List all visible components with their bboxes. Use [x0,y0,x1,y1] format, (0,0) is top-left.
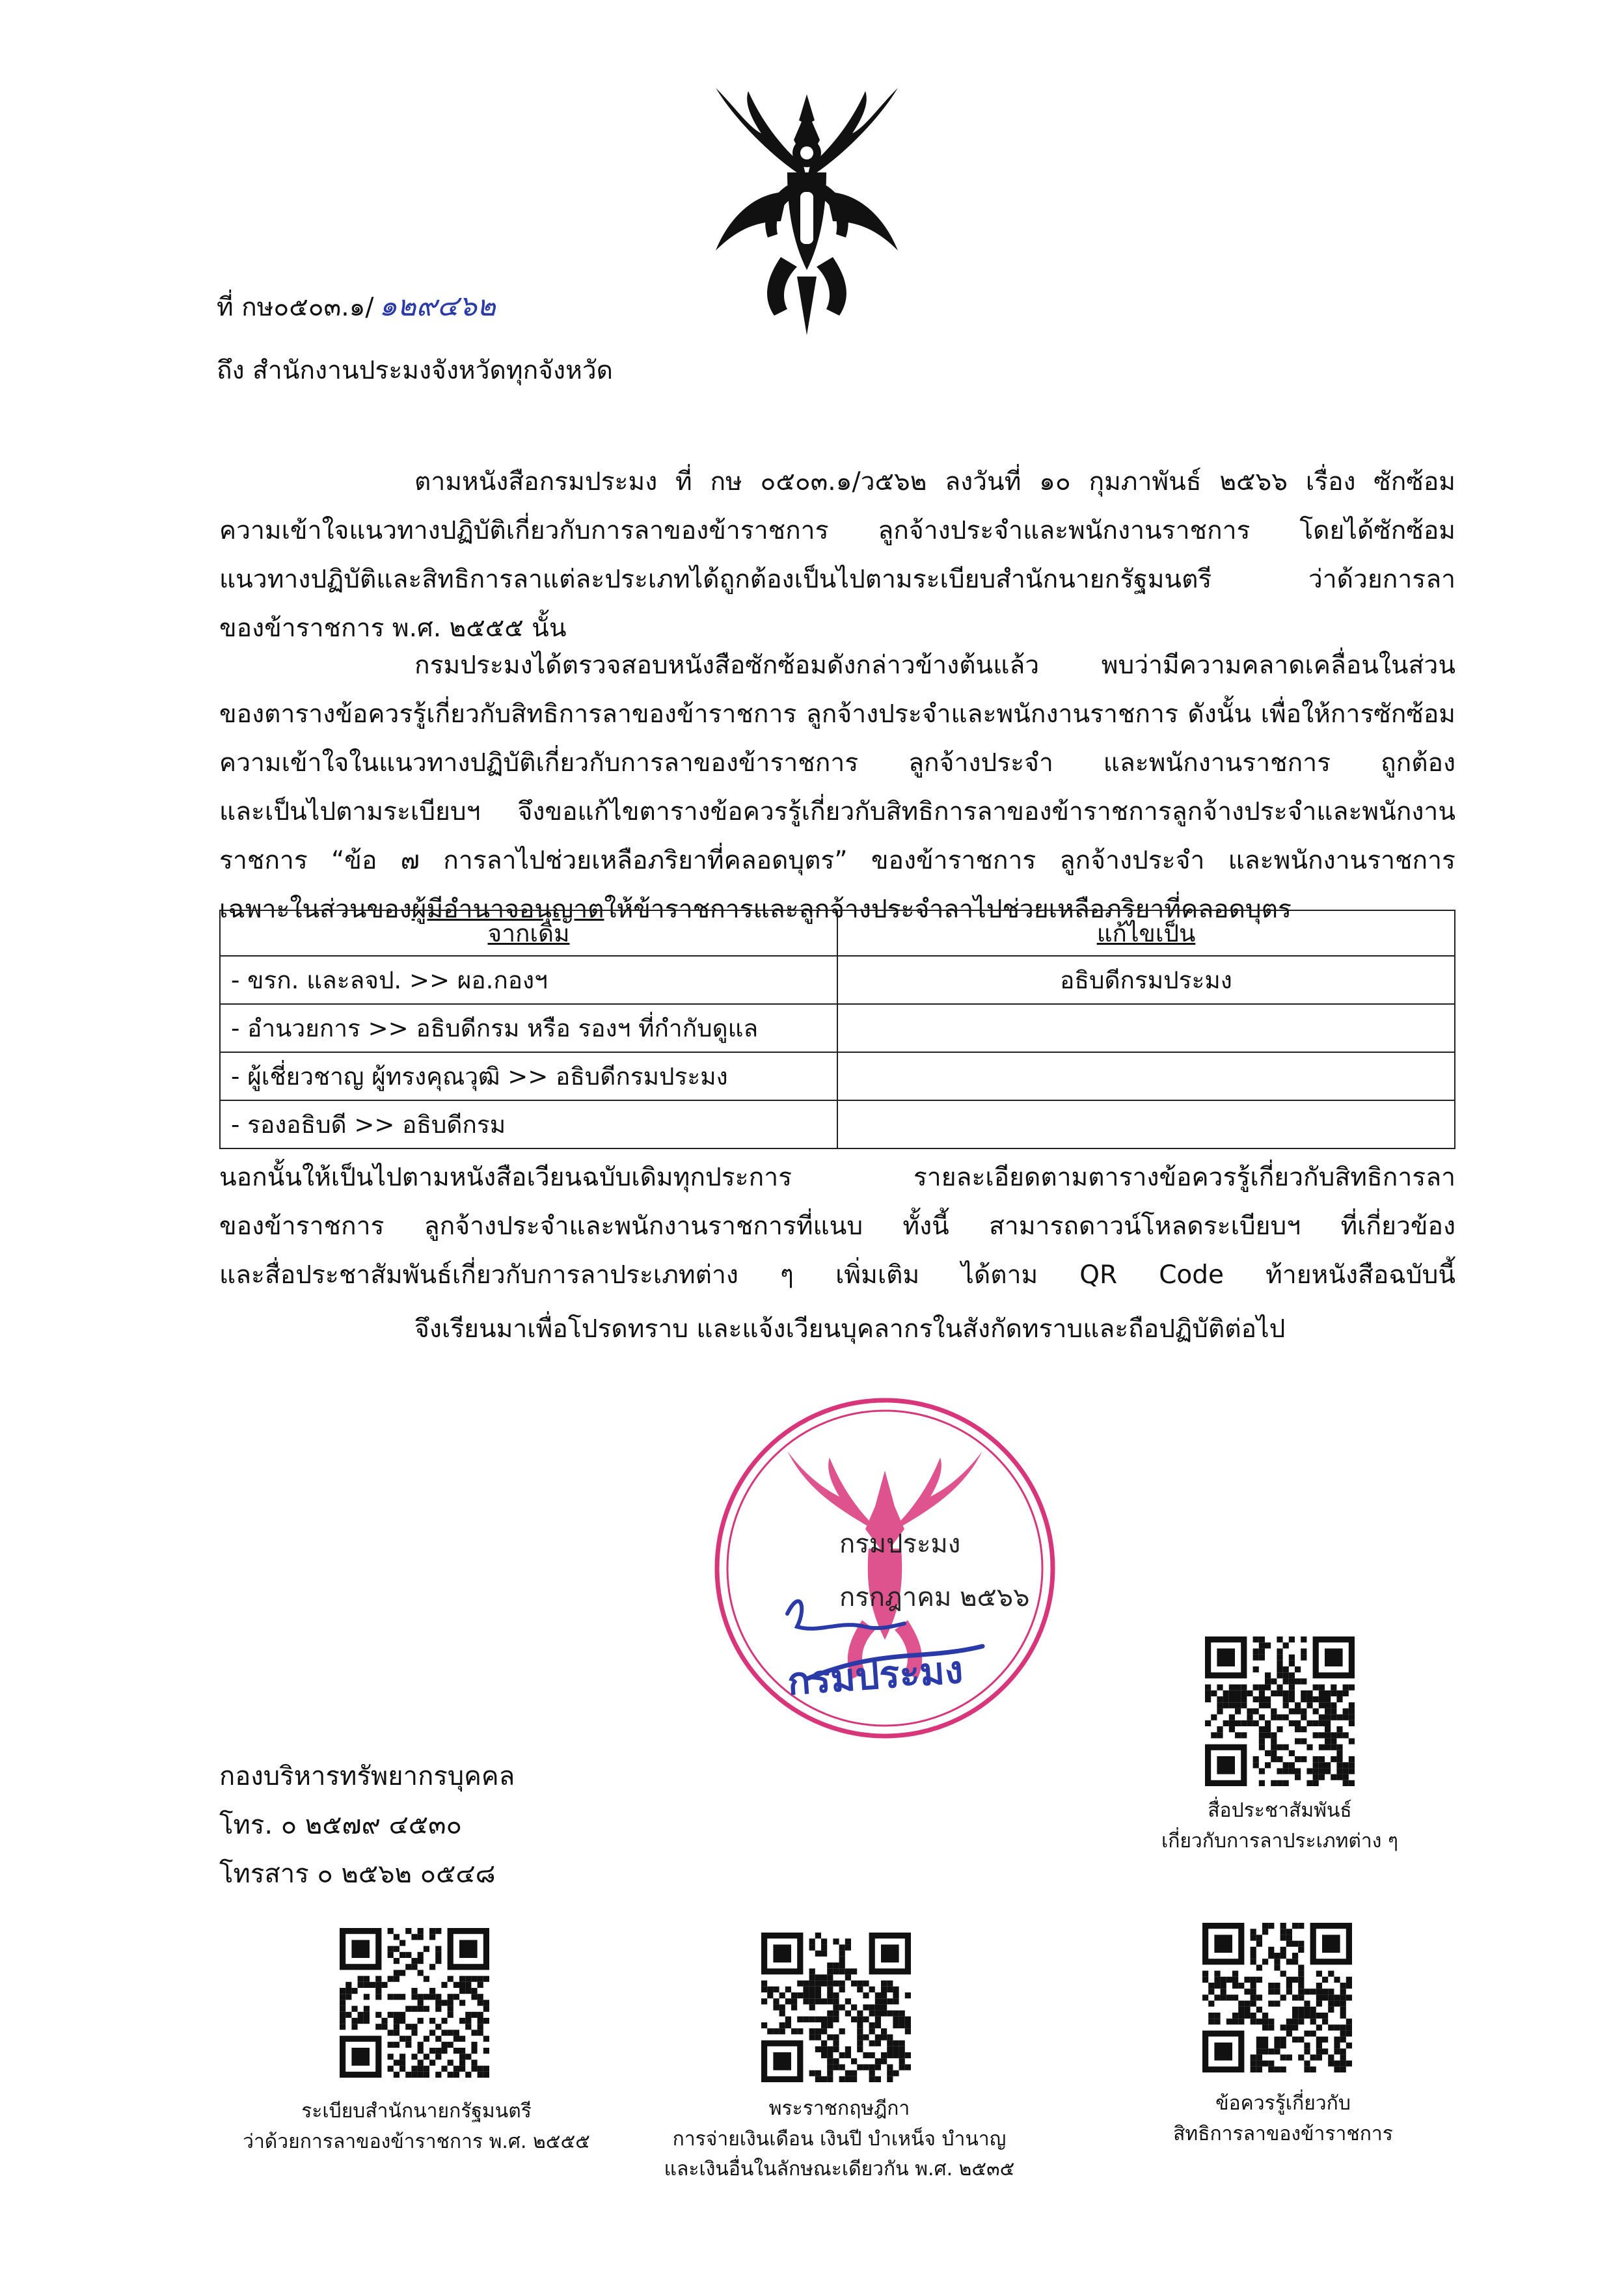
stamp-date: กรกฎาคม ๒๕๖๖ [839,1582,1030,1612]
office-name: กองบริหารทรัพยากรบุคคล [219,1761,515,1791]
contact-block [219,1752,515,1899]
qr-caption: ระเบียบสำนักนายกรัฐมนตรี ว่าด้วยการลาของข้าราชการ พ.ศ. ๒๕๕๕ [243,2100,590,2153]
column-header-old: จากเดิม [220,910,837,956]
table-cell-new [837,1004,1455,1052]
garuda-emblem-icon [690,81,924,342]
paragraph-line: ของข้าราชการ พ.ศ. ๒๕๕๕ นั้น [219,614,567,643]
table-cell-new [837,1052,1455,1100]
qr-caption: ข้อควรรู้เกี่ยวกับ สิทธิการลาของข้าราชการ [1173,2092,1393,2145]
paragraph-3 [219,1153,1455,1299]
stamp-agency: กรมประมง [839,1529,961,1559]
qr-code-icon [340,1928,489,2078]
column-header-new: แก้ไขเป็น [837,910,1455,956]
paragraph-2 [219,641,1455,934]
table-header-row [220,910,1455,956]
paragraph-line: และสื่อประชาสัมพันธ์เกี่ยวกับการลาประเภทต่าง ๆ เพิ่มเติม ได้ตาม QR Code ท้ายหนังสือฉบับนี้ [219,1260,1455,1290]
table-row [220,1052,1455,1100]
table-cell-new: อธิบดีกรมประมง [837,956,1455,1004]
table-cell-old: - อำนวยการ >> อธิบดีกรม หรือ รองฯ ที่กำกับดูแล [220,1004,837,1052]
fax-number: โทรสาร ๐ ๒๕๖๒ ๐๕๔๘ [219,1859,496,1889]
paragraph-line: ของตารางข้อควรรู้เกี่ยวกับสิทธิการลาของข้าราชการ ลูกจ้างประจำและพนักงานราชการ ดังนั้น เพื่อให้การซักซ้อม [219,699,1455,729]
qr-caption: สื่อประชาสัมพันธ์ เกี่ยวกับการลาประเภทต่าง ๆ [1161,1799,1399,1853]
paragraph-line: ความเข้าใจในแนวทางปฏิบัติเกี่ยวกับการลาของข้าราชการ ลูกจ้างประจำ และพนักงานราชการ ถูกต้อง [219,748,1455,778]
doc-number: ที่ กษ๐๕๐๓.๑/ ๑๒๙๔๖๒ [217,290,496,323]
table-cell-old: - รองอธิบดี >> อธิบดีกรม [220,1100,837,1148]
paragraph-line: กรมประมงได้ตรวจสอบหนังสือซักซ้อมดังกล่าวข้างต้นแล้ว พบว่ามีความคลาดเคลื่อนในส่วน [414,651,1455,680]
official-stamp [709,1392,1061,1744]
paragraph-line: ของข้าราชการ ลูกจ้างประจำและพนักงานราชการที่แนบ ทั้งนี้ สามารถดาวน์โหลดระเบียบฯ ที่เกี่ยวข้อง [219,1212,1455,1241]
paragraph-line: เฉพาะในส่วนของผู้มีอำนาจอนุญาตให้ข้าราชการและลูกจ้างประจำลาไปช่วยเหลือภริยาที่คลอดบุตร [219,895,1292,924]
table-row [220,1100,1455,1148]
paragraph-line: ตามหนังสือกรมประมง ที่ กษ ๐๕๐๓.๑/ว๕๖๒ ลงวันที่ ๑๐ กุมภาพันธ์ ๒๕๖๖ เรื่อง ซักซ้อม [414,467,1455,496]
closing-line: จึงเรียนมาเพื่อโปรดทราบ และแจ้งเวียนบุคลากรในสังกัดทราบและถือปฏิบัติต่อไป [414,1314,1286,1344]
paragraph-line: นอกนั้นให้เป็นไปตามหนังสือเวียนฉบับเดิมทุกประการ รายละเอียดตามตารางข้อควรรู้เกี่ยวกับสิทธิการลา [219,1163,1455,1192]
table-cell-new [837,1100,1455,1148]
underlined-phrase: ผู้มีอำนาจอนุญาต [411,895,604,924]
qr-code-icon [761,1933,911,2082]
qr-code-icon [1205,1636,1355,1786]
paragraph-1 [219,457,1455,653]
stamp-seal-text: กรมประมง [785,1647,965,1704]
qr-code-icon [1202,1923,1352,2072]
recipient: ถึง สำนักงานประมงจังหวัดทุกจังหวัด [217,356,614,385]
paragraph-line: แนวทางปฏิบัติและสิทธิการลาแต่ละประเภทได้ถูกต้องเป็นไปตามระเบียบสำนักนายกรัฐมนตรี ว่าด้วยการลา [219,565,1455,594]
table-row [220,956,1455,1004]
handwritten-number: ๑๒๙๔๖๒ [379,290,496,323]
amendment-table [219,910,1455,1149]
table-row [220,1004,1455,1052]
table-cell-old: - ผู้เชี่ยวชาญ ผู้ทรงคุณวุฒิ >> อธิบดีกรมประมง [220,1052,837,1100]
paragraph-line: และเป็นไปตามระเบียบฯ จึงขอแก้ไขตารางข้อควรรู้เกี่ยวกับสิทธิการลาของข้าราชการลูกจ้างประจำและพนักงาน [219,797,1455,826]
paragraph-line: ราชการ “ข้อ ๗ การลาไปช่วยเหลือภริยาที่คลอดบุตร” ของข้าราชการ ลูกจ้างประจำ และพนักงานราชการ [219,846,1455,875]
paragraph-line: ความเข้าใจแนวทางปฏิบัติเกี่ยวกับการลาของข้าราชการ ลูกจ้างประจำและพนักงานราชการ โดยได้ซักซ้อม [219,516,1455,545]
phone-number: โทร. ๐ ๒๕๗๙ ๔๕๓๐ [219,1810,462,1840]
qr-caption: พระราชกฤษฎีกา การจ่ายเงินเดือน เงินปี บำเหน็จ บำนาญ และเงินอื่นในลักษณะเดียวกัน พ.ศ. ๒๕๓๕ [664,2097,1015,2180]
table-cell-old: - ขรก. และลจป. >> ผอ.กองฯ [220,956,837,1004]
